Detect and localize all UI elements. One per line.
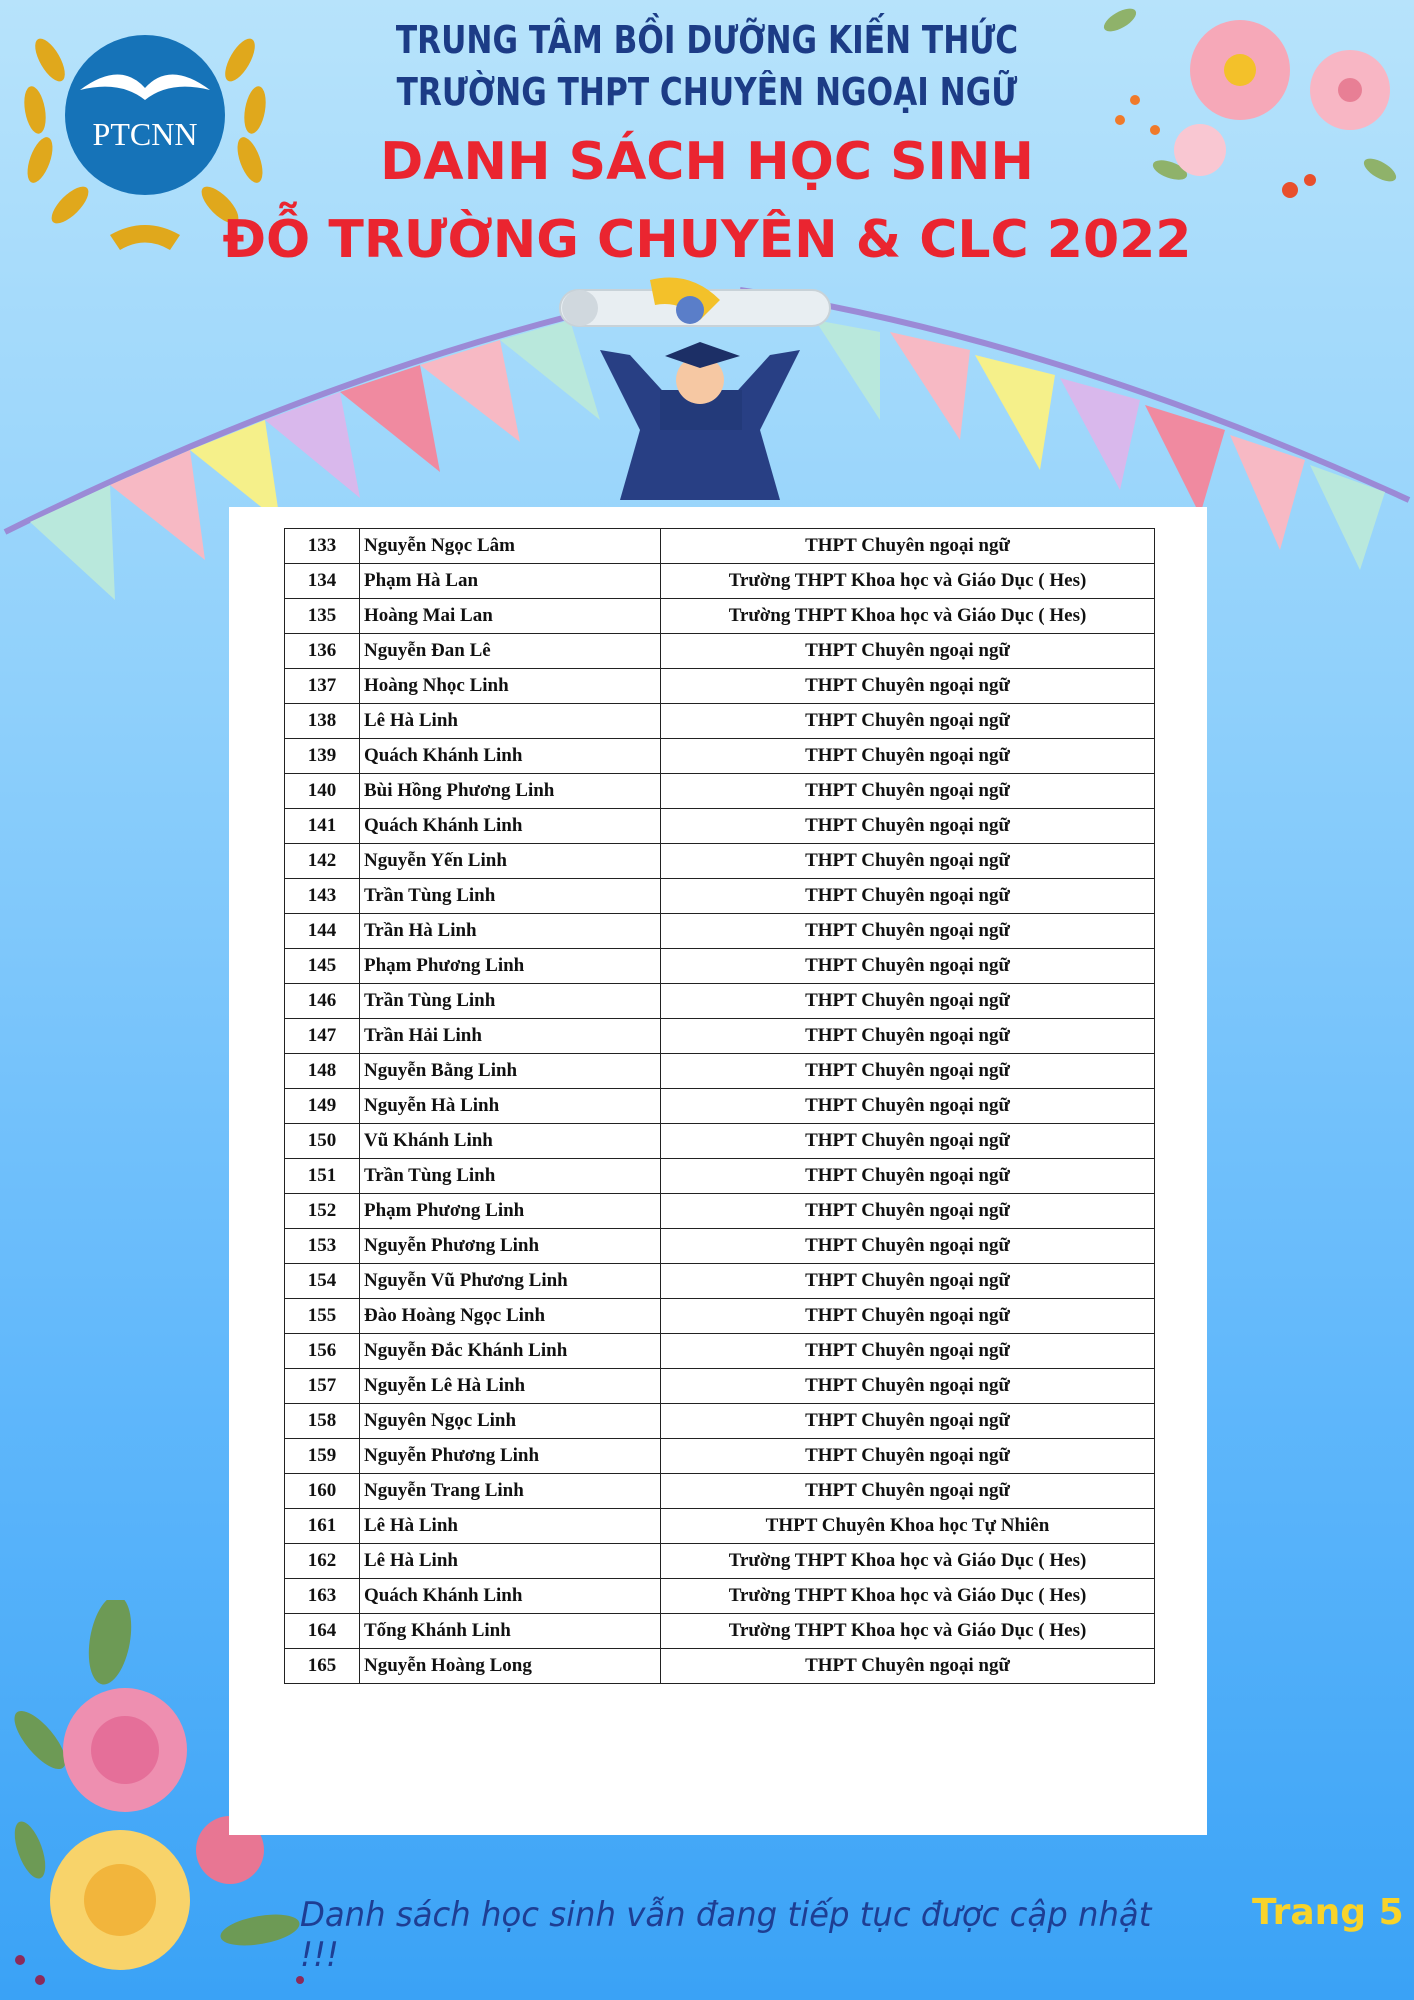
school-name: THPT Chuyên ngoại ngữ [661,1089,1155,1124]
school-name: Trường THPT Khoa học và Giáo Dục ( Hes) [661,1614,1155,1649]
table-row [285,1124,1155,1159]
school-name: THPT Chuyên ngoại ngữ [661,739,1155,774]
student-name: Quách Khánh Linh [360,739,661,774]
school-name: THPT Chuyên ngoại ngữ [661,1369,1155,1404]
student-name: Nguyễn Đan Lê [360,634,661,669]
student-name: Quách Khánh Linh [360,809,661,844]
school-name: THPT Chuyên ngoại ngữ [661,809,1155,844]
graduate-with-diploma-icon [560,278,830,501]
row-number: 161 [285,1509,360,1544]
student-name: Phạm Phương Linh [360,949,661,984]
school-name: THPT Chuyên ngoại ngữ [661,914,1155,949]
school-name: Trường THPT Khoa học và Giáo Dục ( Hes) [661,1544,1155,1579]
table-row [285,949,1155,984]
table-row [285,1299,1155,1334]
table-row [285,529,1155,564]
student-name: Lê Hà Linh [360,704,661,739]
row-number: 134 [285,564,360,599]
student-name: Nguyễn Hoàng Long [360,1649,661,1684]
school-name: THPT Chuyên ngoại ngữ [661,774,1155,809]
school-name: THPT Chuyên ngoại ngữ [661,879,1155,914]
row-number: 149 [285,1089,360,1124]
school-name: Trường THPT Khoa học và Giáo Dục ( Hes) [661,1579,1155,1614]
school-name: THPT Chuyên ngoại ngữ [661,529,1155,564]
row-number: 141 [285,809,360,844]
school-name: THPT Chuyên ngoại ngữ [661,1159,1155,1194]
row-number: 162 [285,1544,360,1579]
row-number: 153 [285,1229,360,1264]
student-name: Trần Hải Linh [360,1019,661,1054]
row-number: 147 [285,1019,360,1054]
school-name: THPT Chuyên ngoại ngữ [661,984,1155,1019]
page-header [0,0,1414,300]
table-row [285,1649,1155,1684]
school-name: THPT Chuyên ngoại ngữ [661,1404,1155,1439]
school-name: THPT Chuyên ngoại ngữ [661,1124,1155,1159]
row-number: 136 [285,634,360,669]
school-name: THPT Chuyên ngoại ngữ [661,1474,1155,1509]
school-name: THPT Chuyên ngoại ngữ [661,1229,1155,1264]
row-number: 156 [285,1334,360,1369]
table-row [285,774,1155,809]
title-line2: ĐỖ TRƯỜNG CHUYÊN & CLC 2022 [222,210,1192,270]
row-number: 160 [285,1474,360,1509]
student-name: Lê Hà Linh [360,1509,661,1544]
student-name: Nguyễn Phương Linh [360,1439,661,1474]
table-row [285,564,1155,599]
title-line1: DANH SÁCH HỌC SINH [380,132,1034,192]
school-name: THPT Chuyên ngoại ngữ [661,1194,1155,1229]
row-number: 143 [285,879,360,914]
school-name: THPT Chuyên ngoại ngữ [661,1019,1155,1054]
student-name: Nguyễn Bằng Linh [360,1054,661,1089]
row-number: 139 [285,739,360,774]
page-number: Trang 5 [1252,1892,1404,1933]
table-row [285,844,1155,879]
table-row [285,1579,1155,1614]
student-name: Bùi Hồng Phương Linh [360,774,661,809]
student-name: Phạm Phương Linh [360,1194,661,1229]
table-row [285,1229,1155,1264]
table-row [285,1194,1155,1229]
school-name-line1: TRUNG TÂM BỒI DƯỠNG KIẾN THỨC [395,18,1019,62]
student-name: Hoàng Mai Lan [360,599,661,634]
table-row [285,634,1155,669]
student-name: Phạm Hà Lan [360,564,661,599]
table-row [285,1439,1155,1474]
row-number: 151 [285,1159,360,1194]
student-name: Nguyễn Lê Hà Linh [360,1369,661,1404]
student-name: Vũ Khánh Linh [360,1124,661,1159]
student-name: Trần Tùng Linh [360,984,661,1019]
table-row [285,1089,1155,1124]
row-number: 155 [285,1299,360,1334]
table-row [285,669,1155,704]
table-row [285,1474,1155,1509]
table-row [285,1159,1155,1194]
row-number: 157 [285,1369,360,1404]
student-name: Nguyễn Đắc Khánh Linh [360,1334,661,1369]
student-name: Nguyễn Yến Linh [360,844,661,879]
row-number: 165 [285,1649,360,1684]
school-name: THPT Chuyên Khoa học Tự Nhiên [661,1509,1155,1544]
row-number: 154 [285,1264,360,1299]
row-number: 150 [285,1124,360,1159]
student-name: Hoàng Nhọc Linh [360,669,661,704]
row-number: 138 [285,704,360,739]
table-row [285,1264,1155,1299]
table-row [285,809,1155,844]
table-row [285,1334,1155,1369]
school-name: THPT Chuyên ngoại ngữ [661,634,1155,669]
table-row [285,1614,1155,1649]
school-name: THPT Chuyên ngoại ngữ [661,1439,1155,1474]
row-number: 163 [285,1579,360,1614]
school-name: THPT Chuyên ngoại ngữ [661,844,1155,879]
table-row [285,1019,1155,1054]
school-name: Trường THPT Khoa học và Giáo Dục ( Hes) [661,564,1155,599]
school-name: Trường THPT Khoa học và Giáo Dục ( Hes) [661,599,1155,634]
logo-text: PTCNN [92,116,198,152]
student-name: Quách Khánh Linh [360,1579,661,1614]
footer-note: Danh sách học sinh vẫn đang tiếp tục được cập nhật !!! [300,1895,1152,1975]
school-name: THPT Chuyên ngoại ngữ [661,1054,1155,1089]
table-row [285,1404,1155,1439]
row-number: 137 [285,669,360,704]
school-name-line2: TRƯỜNG THPT CHUYÊN NGOẠI NGỮ [396,70,1018,114]
row-number: 144 [285,914,360,949]
row-number: 148 [285,1054,360,1089]
row-number: 164 [285,1614,360,1649]
table-row [285,1369,1155,1404]
school-name: THPT Chuyên ngoại ngữ [661,1299,1155,1334]
table-row [285,739,1155,774]
row-number: 158 [285,1404,360,1439]
school-name: THPT Chuyên ngoại ngữ [661,1334,1155,1369]
school-name: THPT Chuyên ngoại ngữ [661,1264,1155,1299]
student-name: Trần Hà Linh [360,914,661,949]
table-row [285,1054,1155,1089]
student-name: Tống Khánh Linh [360,1614,661,1649]
table-row [285,879,1155,914]
school-name: THPT Chuyên ngoại ngữ [661,1649,1155,1684]
row-number: 159 [285,1439,360,1474]
student-name: Nguyên Ngọc Linh [360,1404,661,1439]
student-name: Lê Hà Linh [360,1544,661,1579]
table-row [285,599,1155,634]
student-table [284,528,1155,1684]
table-row [285,1509,1155,1544]
table-row [285,984,1155,1019]
student-name: Nguyễn Ngọc Lâm [360,529,661,564]
row-number: 135 [285,599,360,634]
student-name: Nguyễn Trang Linh [360,1474,661,1509]
school-name: THPT Chuyên ngoại ngữ [661,669,1155,704]
row-number: 146 [285,984,360,1019]
table-row [285,704,1155,739]
student-name: Trần Tùng Linh [360,1159,661,1194]
row-number: 133 [285,529,360,564]
school-name: THPT Chuyên ngoại ngữ [661,949,1155,984]
student-name: Đào Hoàng Ngọc Linh [360,1299,661,1334]
table-row [285,1544,1155,1579]
student-name: Nguyễn Vũ Phương Linh [360,1264,661,1299]
row-number: 142 [285,844,360,879]
school-name: THPT Chuyên ngoại ngữ [661,704,1155,739]
row-number: 152 [285,1194,360,1229]
table-row [285,914,1155,949]
student-name: Trần Tùng Linh [360,879,661,914]
row-number: 140 [285,774,360,809]
student-name: Nguyễn Hà Linh [360,1089,661,1124]
student-name: Nguyễn Phương Linh [360,1229,661,1264]
row-number: 145 [285,949,360,984]
